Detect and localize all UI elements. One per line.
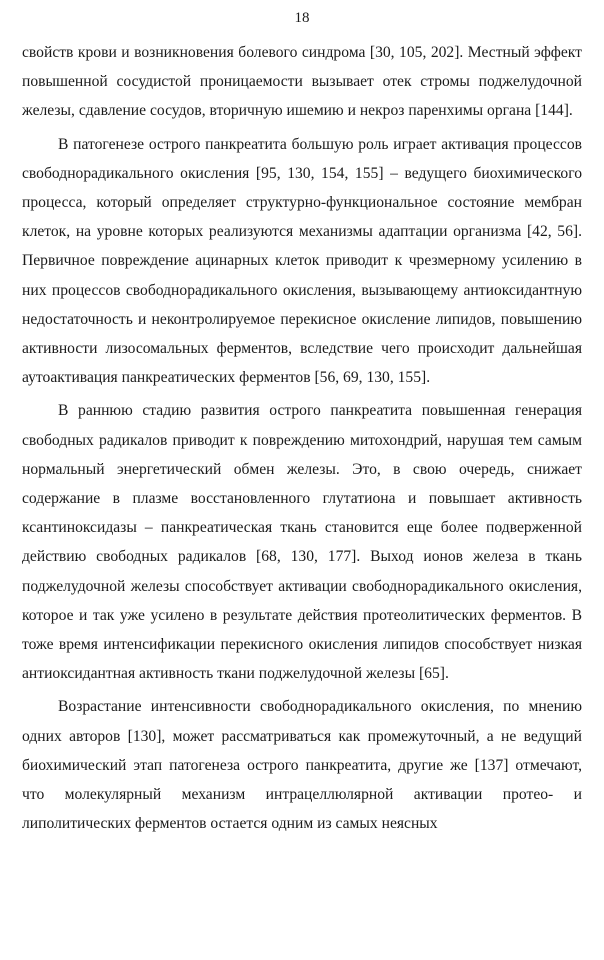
document-body bbox=[22, 38, 582, 838]
paragraph-pathogenesis: В патогенезе острого панкреатита большую роль играет активация процессов свободнорадикального окисления [95, 130, 154, 155] – ведущего биохимического процесса, который определяет структурно-функциональное состояние мембран клеток, на уровне которых реализуются механизмы адаптации организма [42, 56]. Первичное повреждение ацинарных клеток приводит к чрезмерному усилению в них процессов свободнорадикального окисления, вызывающему антиоксидантную недостаточность и неконтролируемое перекисное окисление липидов, повышению активности лизосомальных ферментов, вследствие чего происходит дальнейшая аутоактивация панкреатических ферментов [56, 69, 130, 155]. bbox=[22, 135, 582, 387]
paragraph-intensity: Возрастание интенсивности свободнорадикального окисления, по мнению одних авторов [130], может рассматриваться как промежуточный, а не ведущий биохимический этап патогенеза острого панкреатита, другие же [137] отмечают, что молекулярный механизм интрацеллюлярной активации протео- и липолитических ферментов остается одним из самых неясных bbox=[22, 698, 582, 833]
page-number: 18 bbox=[294, 10, 310, 26]
paragraph-continuation: свойств крови и возникновения болевого синдрома [30, 105, 202]. Местный эффект повышенной сосудистой проницаемости вызывает отек стромы поджелудочной железы, сдавление сосудов, вторичную ишемию и некроз паренхимы органа [144]. bbox=[22, 44, 582, 120]
paragraph-early-stage: В раннюю стадию развития острого панкреатита повышенная генерация свободных радикалов приводит к повреждению митохондрий, нарушая тем самым нормальный энергетический обмен железы. Это, в свою очередь, снижает содержание в плазме восстановленного глутатиона и повышает активность ксантиноксидазы – панкреатическая ткань становится еще более подверженной действию свободных радикалов [68, 130, 177]. Выход ионов железа в ткань поджелудочной железы способствует активации свободнорадикального окисления, которое и так уже усилено в результате действия протеолитических ферментов. В тоже время интенсификации перекисного окисления липидов способствует низкая антиоксидантная активность ткани поджелудочной железы [65]. bbox=[22, 402, 582, 683]
